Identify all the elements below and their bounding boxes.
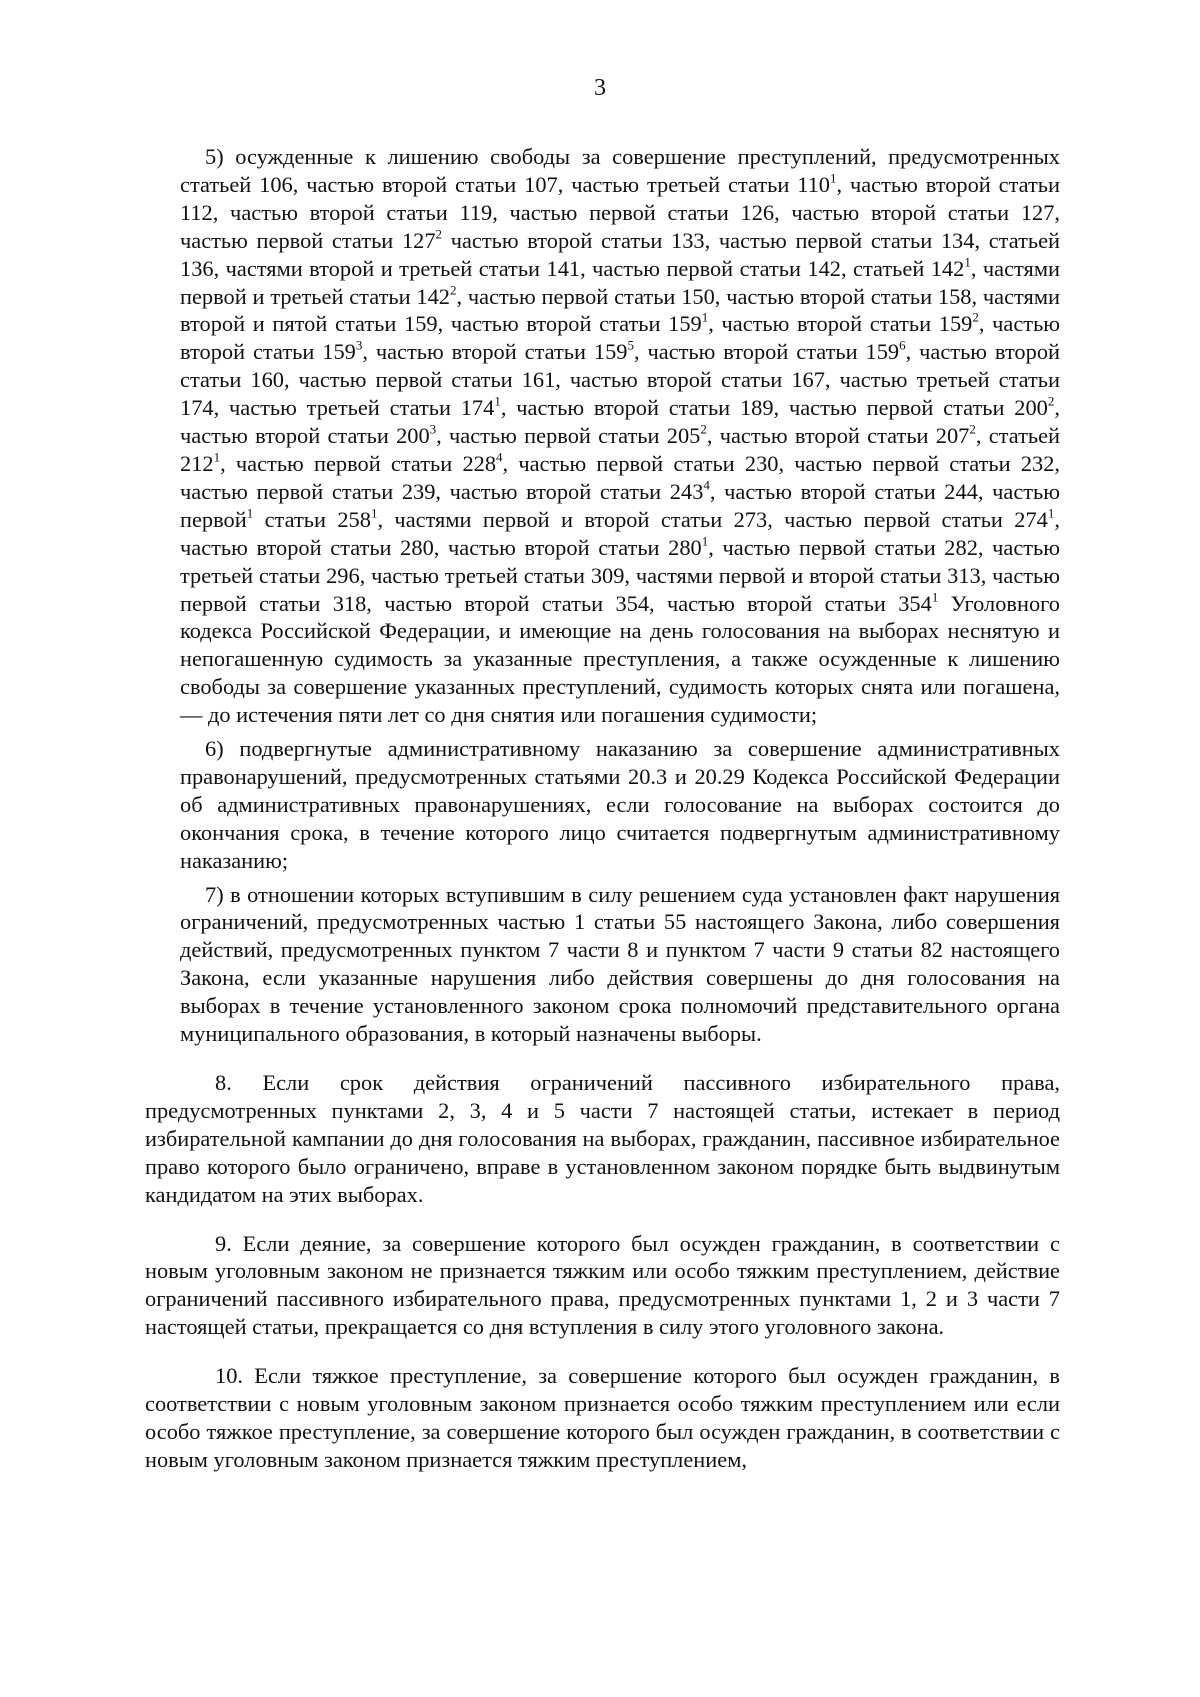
paragraph-part-8: 8. Если срок действия ограничений пассивного избирательного права, предусмотренных пунктами 2, 3, 4 и 5 части 7 настоящей статьи, истекает в период избирательной кампании до дня голосования на выборах, гражданин, пассивное избирательное право которого было ограничено, вправе в установленном законом порядке быть выдвинутым кандидатом на этих выборах. <box>145 1070 1060 1207</box>
paragraph-part-9: 9. Если деяние, за совершение которого был осужден гражданин, в соответствии с новым уголовным законом не признается тяжким или особо тяжким преступлением, действие ограничений пассивного избирательного права, предусмотренных пунктами 1, 2 и 3 части 7 настоящей статьи, прекращается со дня вступления в силу этого уголовного закона. <box>145 1230 1060 1340</box>
page-number: 3 <box>594 75 606 101</box>
paragraph-item-5: 5) осужденные к лишению свободы за совершение преступлений, предусмотренных статьей 106, частью второй статьи 107, частью третьей статьи $110^1$, частью второй статьи 112, частью второй статьи 119, частью первой статьи 126, частью второй статьи 127, частью первой статьи $127^2$ частью второй статьи 133, частью первой статьи 134, статьей 136, частями второй и третьей статьи 141, частью первой статьи 142, статьей $142^1$, частями первой и третьей статьи $142^2$, частью первой статьи 150, частью второй статьи 158, частями второй и пятой статьи 159, частью второй статьи $159^1$, частью второй статьи $159^2$, частью второй статьи $159^3$, частью второй статьи $159^5$, частью второй статьи $159^6$, частью второй статьи 160, частью первой статьи 161, частью второй статьи 167, частью третьей статьи 174, частью третьей статьи $174^1$, частью второй статьи 189, частью первой статьи $200^2$, частью второй статьи $200^3$, частью первой статьи $205^2$, частью второй статьи $207^2$, статьей $212^1$, частью первой статьи $228^4$, частью первой статьи 230, частью первой статьи 232, частью первой статьи 239, частью второй статьи $243^4$, частью второй статьи 244, частью первой$^1$ статьи $258^1$, частями первой и второй статьи 273, частью первой статьи $274^1$, частью второй статьи 280, частью второй статьи $280^1$, частью первой статьи 282, частью третьей статьи 296, частью третьей статьи 309, частями первой и второй статьи 313, частью первой статьи 318, частью второй статьи 354, частью второй статьи $354^1$ Уголовного кодекса Российской Федерации, и имеющие на день голосования на выборах неснятую и непогашенную судимость за указанные преступления, а также осужденные к лишению свободы за совершение указанных преступлений, судимость которых снята или погашена, — до истечения пяти лет со дня снятия или погашения судимости; <box>180 144 1061 728</box>
paragraph-item-6: 6) подвергнутые административному наказанию за совершение административных правонарушений, предусмотренных статьями 20.3 и 20.29 Кодекса Российской Федерации об административных правонарушениях, если голосование на выборах состоится до окончания срока, в течение которого лицо считается подвергнутым административному наказанию; <box>180 736 1060 873</box>
paragraph-part-10: 10. Если тяжкое преступление, за совершение которого был осужден гражданин, в соответствии с новым уголовным законом признается особо тяжким преступлением или если особо тяжкое преступление, за совершение которого был осужден гражданин, в соответствии с новым уголовным законом признается тяжким преступлением, <box>145 1363 1060 1472</box>
document-body <box>145 143 1060 1474</box>
paragraph-item-7: 7) в отношении которых вступившим в силу решением суда установлен факт нарушения ограничений, предусмотренных частью 1 статьи 55 настоящего Закона, либо совершения действий, предусмотренных пунктом 7 части 8 и пунктом 7 части 9 статьи 82 настоящего Закона, если указанные нарушения либо действия совершены до дня голосования на выборах в течение установленного законом срока полномочий представительного органа муниципального образования, в который назначены выборы. <box>180 881 1060 1047</box>
